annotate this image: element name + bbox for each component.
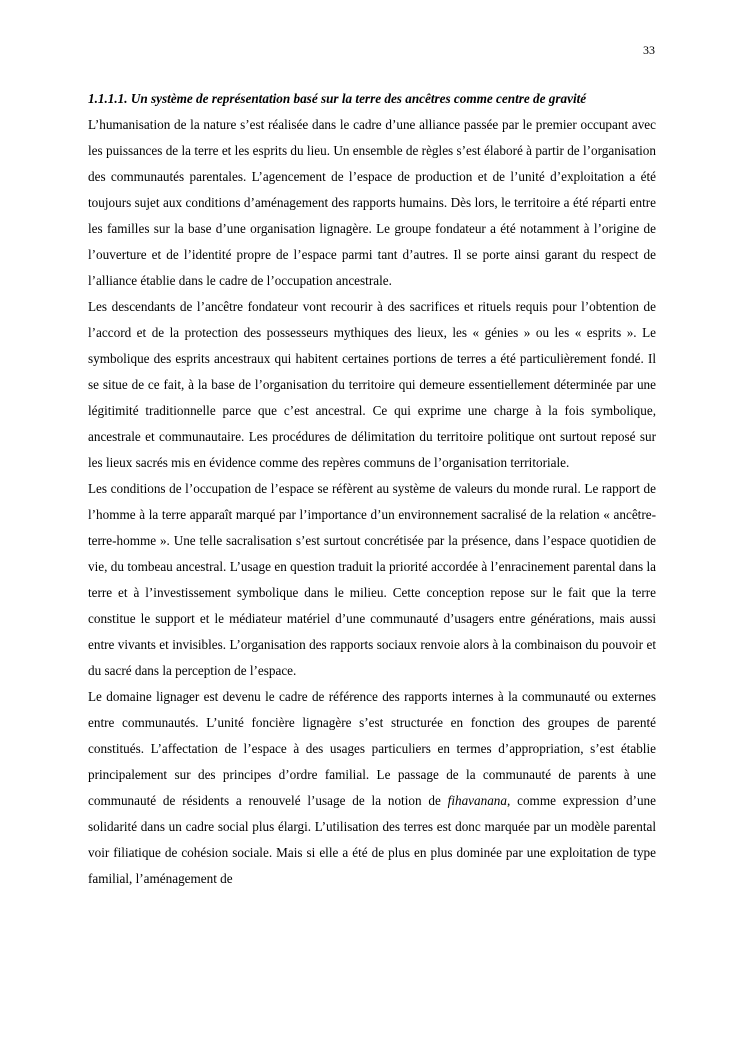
- paragraph-4-text-before: Le domaine lignager est devenu le cadre de référence des rapports internes à la communauté ou externes entre communautés. L’unité foncière lignagère s’est structurée en fonction des groupes de parenté constitués. L’affectation de l’espace à des usages particuliers en termes d’appropriation, s’est établie principalement sur des principes d’ordre familial. Le passage de la communauté de parents à une communauté de résidents a renouvelé l’usage de la notion de: [88, 689, 656, 808]
- paragraph-4-term: fihavanana: [447, 793, 507, 808]
- paragraph-4-text-after: , comme expression d’une solidarité dans un cadre social plus élargi. L’utilisation des terres est donc marquée par un modèle parental voir filiatique de cohésion sociale. Mais si elle a été de plus en plus dominée par une exploitation de type familial, l’aménagement de: [88, 793, 656, 886]
- paragraph-4: [88, 684, 656, 892]
- paragraph-2: Les descendants de l’ancêtre fondateur vont recourir à des sacrifices et rituels requis pour l’obtention de l’accord et de la protection des possesseurs mythiques des lieux, les « génies » ou les « esprits ». Le symbolique des esprits ancestraux qui habitent certaines portions de terres a été particulièrement fondé. Il se situe de ce fait, à la base de l’organisation du territoire qui demeure essentiellement déterminée par une légitimité traditionnelle parce que c’est ancestral. Ce qui exprime une charge à la fois symbolique, ancestrale et communautaire. Les procédures de délimitation du territoire politique ont surtout reposé sur les lieux sacrés mis en évidence comme des repères communs de l’organisation territoriale.: [88, 299, 656, 470]
- paragraph-3: Les conditions de l’occupation de l’espace se réfèrent au système de valeurs du monde rural. Le rapport de l’homme à la terre apparaît marqué par l’importance d’un environnement sacralisé de la relation « ancêtre-terre-homme ». Une telle sacralisation s’est surtout concrétisée par la présence, dans l’espace quotidien de vie, du tombeau ancestral. L’usage en question traduit la priorité accordée à l’enracinement parental dans la terre et à l’investissement symbolique dans le milieu. Cette conception repose sur le fait que la terre constitue le support et le médiateur matériel d’une communauté d’usagers entre générations, mais aussi entre vivants et invisibles. L’organisation des rapports sociaux renvoie alors à la combinaison du pouvoir et du sacré dans la perception de l’espace.: [88, 481, 656, 678]
- page-number: 33: [643, 43, 655, 57]
- paragraph-1: L’humanisation de la nature s’est réalisée dans le cadre d’une alliance passée par le premier occupant avec les puissances de la terre et les esprits du lieu. Un ensemble de règles s’est élaboré à partir de l’organisation des communautés parentales. L’agencement de l’espace de production et de l’unité d’exploitation a été toujours sujet aux conditions d’aménagement des rapports humains. Dès lors, le territoire a été réparti entre les familles sur la base d’une organisation lignagère. Le groupe fondateur a été notamment à l’origine de l’ouverture et de l’identité propre de l’espace parmi tant d’autres. Il se porte ainsi garant du respect de l’alliance établie dans le cadre de l’occupation ancestrale.: [88, 117, 656, 288]
- document-body: [88, 86, 656, 892]
- section-heading: 1.1.1.1. Un système de représentation basé sur la terre des ancêtres comme centre de gravité: [88, 91, 587, 106]
